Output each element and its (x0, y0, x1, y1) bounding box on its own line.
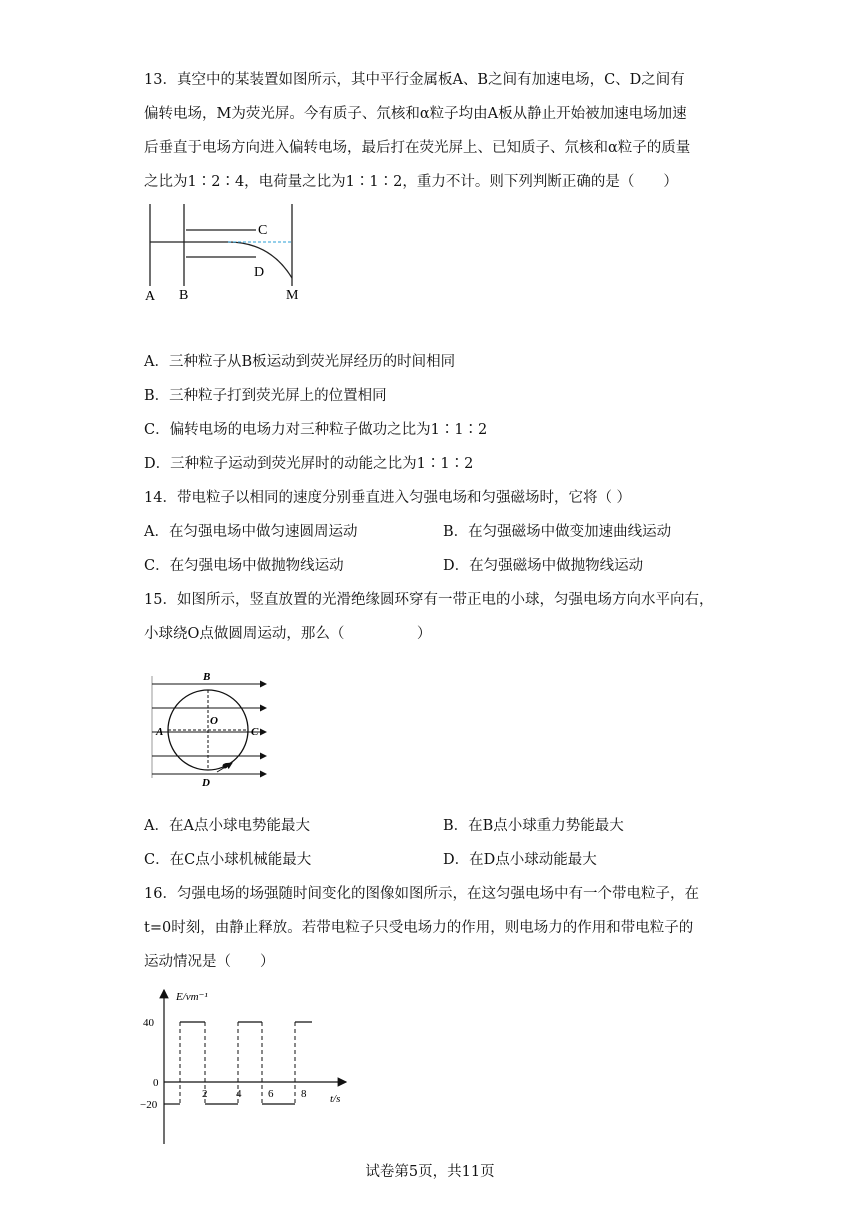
q16-graph (140, 984, 360, 1148)
q16-ytick-neg20: −20 (140, 1099, 158, 1111)
q15-label-o: O (210, 715, 218, 727)
q13-option-b[interactable]: B．三种粒子打到荧光屏上的位置相同 (144, 388, 387, 404)
q13-label-m: M (286, 288, 299, 303)
q16-ylabel: E/vm⁻¹ (176, 991, 208, 1003)
q15-label-d: D (202, 777, 210, 786)
q13-stem-line-4: 之比为1∶2∶4，电荷量之比为1∶1∶2，重力不计。则下列判断正确的是（ ） (144, 174, 678, 190)
q15-option-d[interactable]: D．在D点小球动能最大 (443, 852, 597, 868)
q13-stem-line-3: 后垂直于电场方向进入偏转电场，最后打在荧光屏上、已知质子、氘核和α粒子的质量 (144, 140, 691, 156)
q16-stem-line-3: 运动情况是（ ） (144, 954, 275, 970)
q16-xtick-6: 6 (268, 1088, 274, 1100)
page-footer: 试卷第5页，共11页 (365, 1164, 495, 1180)
q15-label-c: C (251, 726, 259, 738)
q13-option-a[interactable]: A．三种粒子从B板运动到荧光屏经历的时间相同 (144, 354, 456, 370)
q14-option-b[interactable]: B．在匀强磁场中做变加速曲线运动 (443, 524, 672, 540)
q13-stem-line-1: 13．真空中的某装置如图所示，其中平行金属板A、B之间有加速电场，C、D之间有 (144, 72, 685, 88)
q16-ytick-40: 40 (143, 1017, 154, 1029)
q16-xtick-8: 8 (301, 1088, 307, 1100)
q15-option-a[interactable]: A．在A点小球电势能最大 (144, 818, 310, 834)
q15-option-b[interactable]: B．在B点小球重力势能最大 (443, 818, 624, 834)
q13-option-d[interactable]: D．三种粒子运动到荧光屏时的动能之比为1∶1∶2 (144, 456, 474, 472)
q14-option-c[interactable]: C．在匀强电场中做抛物线运动 (144, 558, 344, 574)
q15-label-b: B (203, 671, 211, 683)
q14-stem: 14．带电粒子以相同的速度分别垂直进入匀强电场和匀强磁场时，它将（ ） (144, 490, 632, 506)
q13-label-c: C (258, 223, 268, 238)
q15-stem-line-1: 15．如图所示，竖直放置的光滑绝缘圆环穿有一带正电的小球，匀强电场方向水平向右， (144, 592, 714, 608)
q14-option-d[interactable]: D．在匀强磁场中做抛物线运动 (443, 558, 644, 574)
q13-figure (140, 200, 320, 308)
q16-stem-line-1: 16．匀强电场的场强随时间变化的图像如图所示，在这匀强电场中有一个带电粒子，在 (144, 886, 699, 902)
q16-xtick-4: 4 (236, 1088, 242, 1100)
q15-option-c[interactable]: C．在C点小球机械能最大 (144, 852, 312, 868)
q16-stem-line-2: t=0时刻，由静止释放。若带电粒子只受电场力的作用，则电场力的作用和带电粒子的 (144, 920, 694, 936)
q16-origin: 0 (153, 1077, 159, 1089)
q15-stem-line-2: 小球绕O点做圆周运动，那么（ ） (144, 626, 432, 642)
q13-label-b: B (179, 288, 189, 303)
q14-option-a[interactable]: A．在匀强电场中做匀速圆周运动 (144, 524, 358, 540)
q15-label-a: A (156, 726, 164, 738)
q13-stem-line-2: 偏转电场，M为荧光屏。今有质子、氘核和α粒子均由A板从静止开始被加速电场加速 (144, 106, 687, 122)
q15-figure (148, 668, 274, 786)
q16-xtick-2: 2 (202, 1088, 208, 1100)
q13-option-c[interactable]: C．偏转电场的电场力对三种粒子做功之比为1∶1∶2 (144, 422, 488, 438)
q13-label-d: D (254, 265, 265, 280)
q16-xlabel: t/s (330, 1093, 341, 1105)
q13-label-a: A (145, 289, 156, 304)
